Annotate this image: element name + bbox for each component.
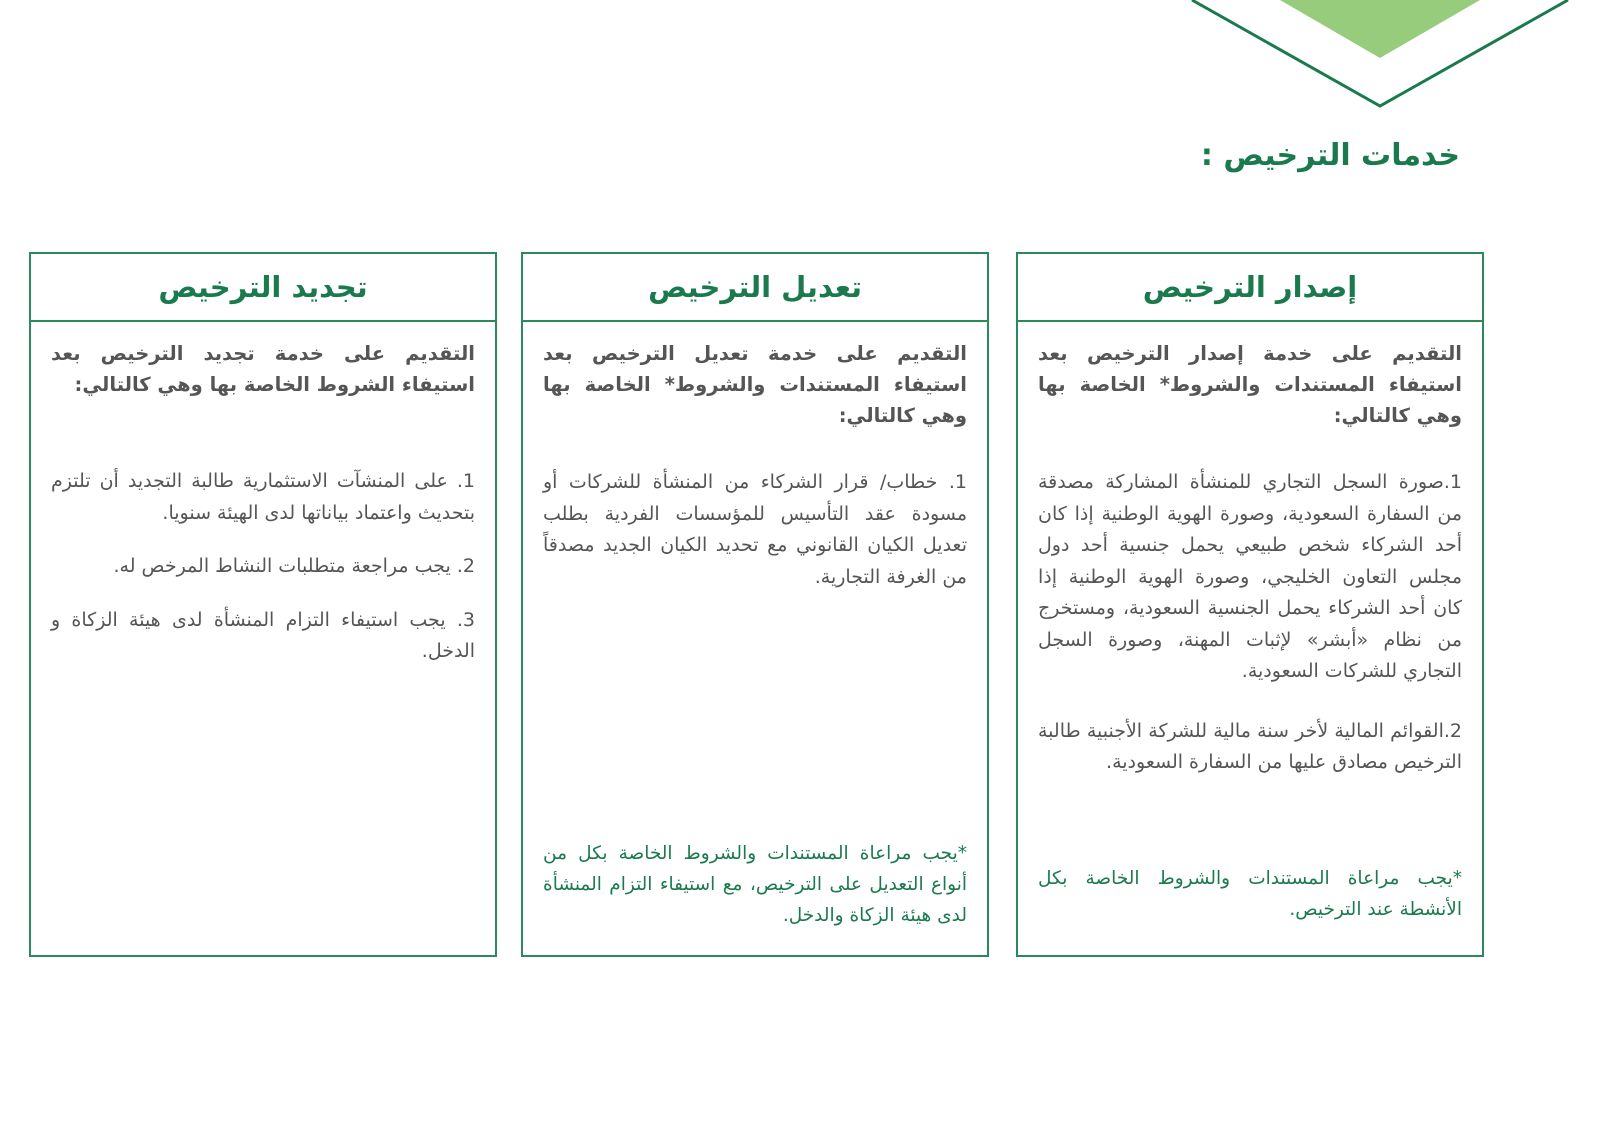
- requirements-list: [1038, 467, 1462, 779]
- card-heading: تعديل الترخيص: [523, 254, 987, 322]
- card-body: [1018, 322, 1482, 955]
- card-license-renewal: [29, 252, 497, 957]
- card-heading: تجديد الترخيص: [31, 254, 495, 322]
- card-license-modification: [521, 252, 989, 957]
- list-item: 2.القوائم المالية لأخر سنة مالية للشركة الأجنبية طالبة الترخيص مصادق عليها من السفارة السعودية.: [1038, 719, 1462, 773]
- list-item: 1. خطاب/ قرار الشركاء من المنشأة للشركات أو مسودة عقد التأسيس للمؤسسات الفردية بطلب تعديل الكيان القانوني مع تحديد الكيان الجديد مصدقاً من الغرفة التجارية.: [543, 471, 967, 588]
- list-item: 2. يجب مراجعة متطلبات النشاط المرخص له.: [113, 555, 475, 577]
- card-body: [31, 322, 495, 955]
- card-note: *يجب مراعاة المستندات والشروط الخاصة بكل الأنشطة عند الترخيص.: [1038, 868, 1462, 920]
- card-note: *يجب مراعاة المستندات والشروط الخاصة بكل من أنواع التعديل على الترخيص، مع استيفاء التزام المنشأة لدى هيئة الزكاة والدخل.: [543, 843, 967, 926]
- list-item: 3. يجب استيفاء التزام المنشأة لدى هيئة الزكاة و الدخل.: [51, 608, 475, 662]
- requirements-list: [51, 466, 475, 668]
- list-item: 1. على المنشآت الاستثمارية طالبة التجديد أن تلتزم بتحديث واعتماد بياناتها لدى الهيئة سنويا.: [51, 470, 475, 524]
- card-intro: التقديم على خدمة تجديد الترخيص بعد استيفاء الشروط الخاصة بها وهي كالتالي:: [51, 342, 475, 396]
- card-heading: إصدار الترخيص: [1018, 254, 1482, 322]
- page-title: خدمات الترخيص :: [1200, 138, 1460, 173]
- list-item: 1.صورة السجل التجاري للمنشأة المشاركة مصدقة من السفارة السعودية، وصورة الهوية الوطنية إذا كان أحد الشركاء شخص طبيعي يحمل جنسية أحد دول مجلس التعاون الخليجي، وصورة الهوية الوطنية إذا كان أحد الشركاء يحمل الجنسية السعودية، ومستخرج من نظام «أبشر» لإثبات المهنة، وصورة السجل التجاري للشركات السعودية.: [1038, 471, 1462, 682]
- card-intro: التقديم على خدمة تعديل الترخيص بعد استيفاء المستندات والشروط* الخاصة بها وهي كالتالي:: [543, 342, 967, 427]
- chevron-decoration-icon: [1190, 0, 1570, 115]
- card-body: [523, 322, 987, 955]
- requirements-list: [543, 467, 967, 593]
- card-intro: التقديم على خدمة إصدار الترخيص بعد استيفاء المستندات والشروط* الخاصة بها وهي كالتالي:: [1038, 342, 1462, 427]
- card-license-issuance: [1016, 252, 1484, 957]
